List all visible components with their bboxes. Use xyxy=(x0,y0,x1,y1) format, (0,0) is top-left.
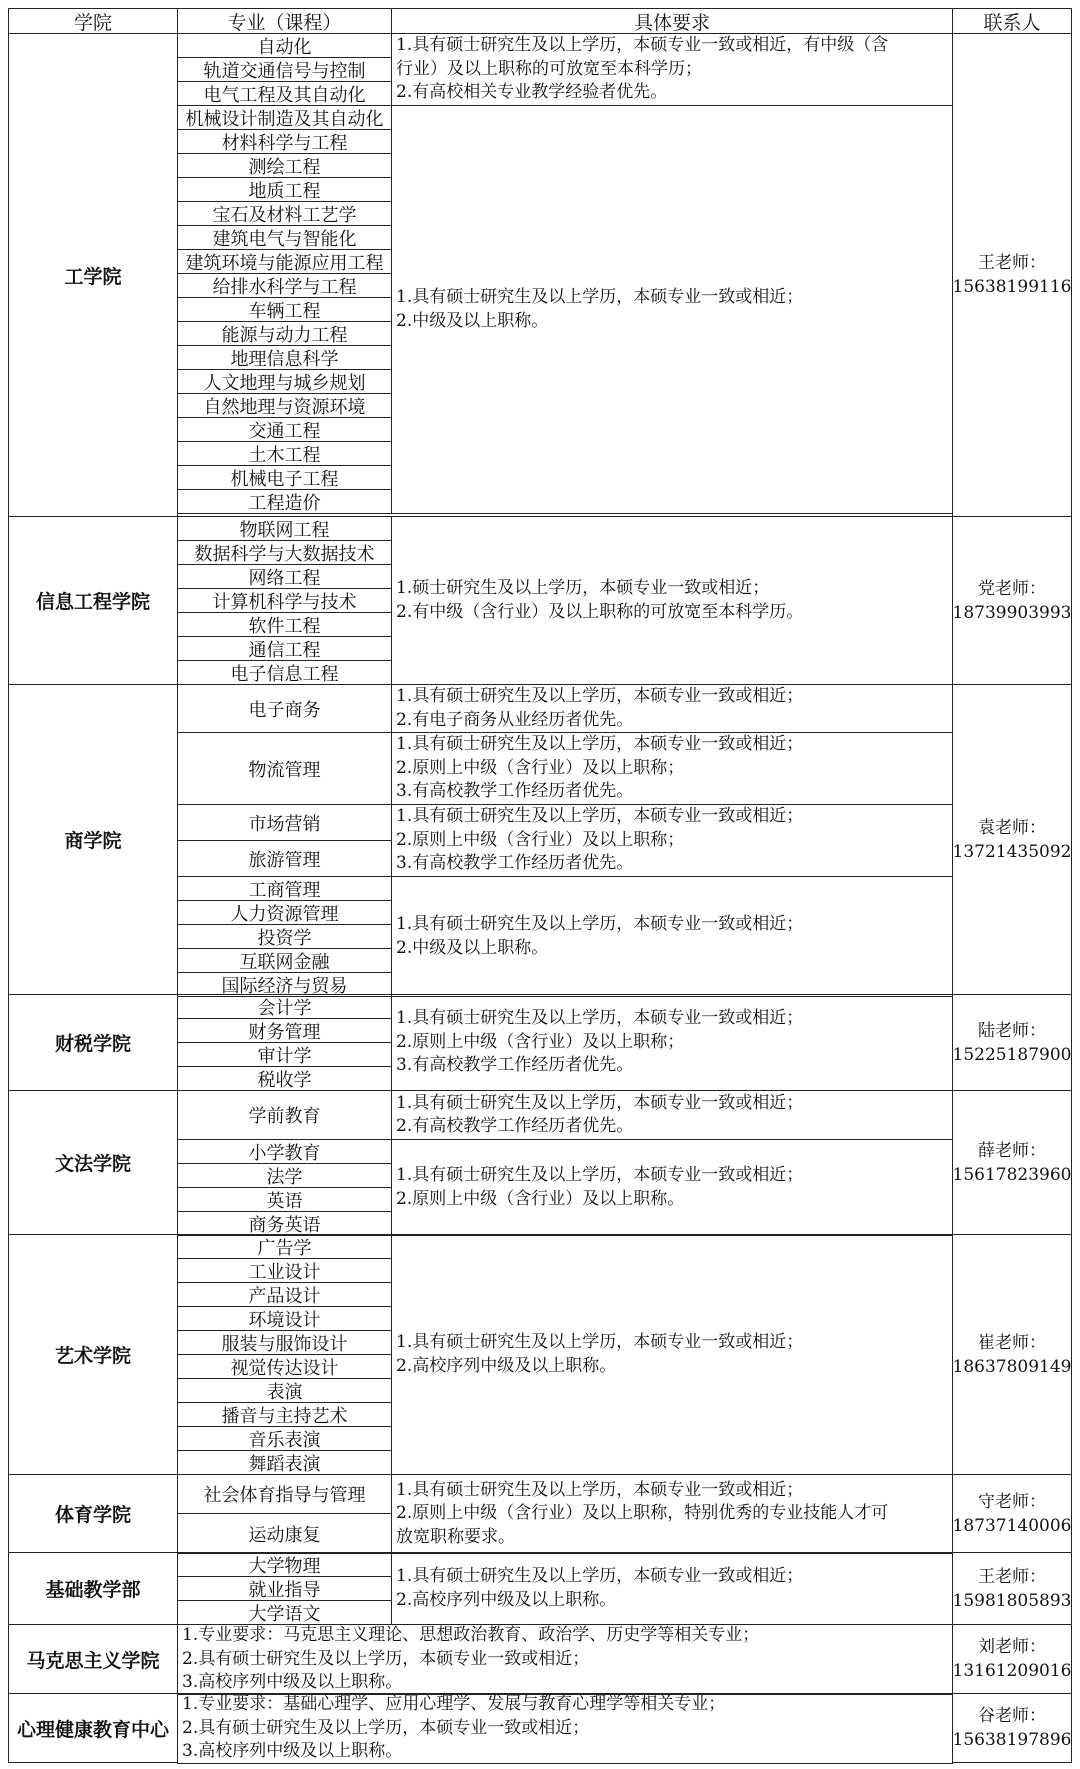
requirement-cell xyxy=(391,804,953,877)
major-cell: 物流管理 xyxy=(177,732,392,805)
header-college: 学院 xyxy=(8,8,178,34)
contact-phone: 15638197896 xyxy=(952,1730,1072,1750)
major-cell: 人力资源管理 xyxy=(177,900,392,925)
major-cell: 交通工程 xyxy=(177,417,392,442)
requirement-line: 1.具有硕士研究生及以上学历，本硕专业一致或相近； xyxy=(396,1092,804,1113)
contact-cell xyxy=(952,516,1072,685)
requirement-line: 1.具有硕士研究生及以上学历，本硕专业一致或相近； xyxy=(396,1566,804,1586)
major-cell: 机械设计制造及其自动化 xyxy=(177,105,392,130)
requirement-line: 3.有高校教学工作经历者优先。 xyxy=(396,853,634,874)
requirement-line: 1.专业要求：马克思主义理论、思想政治教育、政治学、历史学等相关专业； xyxy=(182,1625,760,1646)
requirement-line: 3.有高校教学工作经历者优先。 xyxy=(396,1055,634,1076)
requirement-line: 2.原则上中级（含行业）及以上职称； xyxy=(396,1031,685,1052)
requirement-line: 2.原则上中级（含行业）及以上职称； xyxy=(396,757,685,778)
requirement-line: 2.具有硕士研究生及以上学历，本硕专业一致或相近； xyxy=(182,1648,590,1669)
contact-name: 王老师： xyxy=(978,1566,1046,1587)
major-cell: 通信工程 xyxy=(177,636,392,661)
major-cell: 国际经济与贸易 xyxy=(177,972,392,997)
requirement-cell xyxy=(391,732,953,805)
major-cell: 社会体育指导与管理 xyxy=(177,1474,392,1514)
major-cell: 电气工程及其自动化 xyxy=(177,81,392,106)
header-major: 专业（课程） xyxy=(177,8,392,34)
requirement-line: 1.具有硕士研究生及以上学历，本硕专业一致或相近； xyxy=(396,1008,804,1029)
requirement-line: 1.专业要求：基础心理学、应用心理学、发展与教育心理学等相关专业； xyxy=(182,1694,726,1715)
contact-name: 党老师： xyxy=(978,578,1046,599)
major-cell: 工程造价 xyxy=(177,489,392,514)
college-cell: 财税学院 xyxy=(8,994,178,1091)
requirement-cell xyxy=(391,1552,953,1625)
contact-name: 守老师： xyxy=(978,1491,1046,1512)
contact-name: 崔老师： xyxy=(978,1332,1046,1353)
major-cell: 工商管理 xyxy=(177,876,392,901)
requirement-line: 2.高校序列中级及以上职称。 xyxy=(396,1355,617,1376)
college-cell: 艺术学院 xyxy=(8,1234,178,1475)
requirement-line: 2.原则上中级（含行业）及以上职称； xyxy=(396,829,685,850)
requirement-cell xyxy=(391,1234,953,1475)
major-cell: 自然地理与资源环境 xyxy=(177,393,392,418)
requirement-cell xyxy=(391,33,953,106)
contact-name: 薛老师： xyxy=(978,1140,1046,1161)
contact-cell xyxy=(952,1474,1072,1553)
major-cell: 就业指导 xyxy=(177,1576,392,1601)
requirement-cell xyxy=(391,994,953,1091)
major-cell: 小学教育 xyxy=(177,1139,392,1164)
requirement-line: 1.硕士研究生及以上学历，本硕专业一致或相近； xyxy=(396,578,770,598)
major-cell: 舞蹈表演 xyxy=(177,1450,392,1475)
major-cell: 视觉传达设计 xyxy=(177,1354,392,1379)
major-cell: 审计学 xyxy=(177,1042,392,1067)
major-cell: 税收学 xyxy=(177,1066,392,1091)
contact-phone: 15981805893 xyxy=(952,1590,1072,1611)
requirement-line: 1.具有硕士研究生及以上学历，本硕专业一致或相近； xyxy=(396,914,804,934)
college-cell: 心理健康教育中心 xyxy=(8,1693,178,1763)
major-cell: 会计学 xyxy=(177,994,392,1019)
major-cell: 人文地理与城乡规划 xyxy=(177,369,392,394)
major-cell: 表演 xyxy=(177,1378,392,1403)
contact-phone: 13161209016 xyxy=(952,1661,1072,1681)
major-cell: 法学 xyxy=(177,1163,392,1188)
requirement-line: 3.高校序列中级及以上职称。 xyxy=(182,1741,403,1762)
major-cell: 测绘工程 xyxy=(177,153,392,178)
contact-cell xyxy=(952,1693,1072,1763)
contact-phone: 13721435092 xyxy=(952,841,1072,862)
requirement-line: 1.具有硕士研究生及以上学历，本硕专业一致或相近，有中级（含 xyxy=(396,35,889,56)
major-cell: 物联网工程 xyxy=(177,516,392,541)
requirement-line: 1.具有硕士研究生及以上学历，本硕专业一致或相近； xyxy=(396,1332,804,1352)
contact-cell xyxy=(952,1552,1072,1625)
major-cell: 轨道交通信号与控制 xyxy=(177,57,392,82)
requirement-cell xyxy=(391,684,953,733)
major-cell: 建筑电气与智能化 xyxy=(177,225,392,250)
contact-phone: 18739903993 xyxy=(952,602,1072,623)
contact-phone: 15225187900 xyxy=(952,1044,1072,1065)
major-cell: 服装与服饰设计 xyxy=(177,1330,392,1355)
requirement-line: 放宽职称要求。 xyxy=(396,1526,515,1547)
requirement-line: 3.高校序列中级及以上职称。 xyxy=(182,1672,403,1693)
major-cell: 互联网金融 xyxy=(177,948,392,973)
major-cell: 机械电子工程 xyxy=(177,465,392,490)
major-cell: 投资学 xyxy=(177,924,392,949)
requirement-cell xyxy=(391,1090,953,1140)
major-cell: 地质工程 xyxy=(177,177,392,202)
requirement-cell xyxy=(391,516,953,685)
contact-name: 袁老师： xyxy=(978,817,1046,838)
major-cell: 车辆工程 xyxy=(177,297,392,322)
college-cell: 工学院 xyxy=(8,33,178,517)
major-cell: 大学物理 xyxy=(177,1552,392,1577)
requirement-line: 2.中级及以上职称。 xyxy=(396,937,549,958)
requirement-cell xyxy=(391,1474,953,1554)
contact-phone: 15617823960 xyxy=(952,1164,1072,1185)
major-cell: 产品设计 xyxy=(177,1282,392,1307)
college-cell: 体育学院 xyxy=(8,1474,178,1553)
major-cell: 音乐表演 xyxy=(177,1426,392,1451)
major-cell: 地理信息科学 xyxy=(177,345,392,370)
contact-cell xyxy=(952,684,1072,995)
major-cell: 商务英语 xyxy=(177,1211,392,1236)
header-contact: 联系人 xyxy=(952,8,1072,34)
contact-name: 陆老师： xyxy=(978,1020,1046,1041)
header-requirements: 具体要求 xyxy=(391,8,953,34)
contact-phone: 18737140006 xyxy=(952,1515,1072,1536)
requirement-cell xyxy=(391,1139,953,1236)
requirement-line: 2.高校序列中级及以上职称。 xyxy=(396,1589,617,1610)
major-cell: 土木工程 xyxy=(177,441,392,466)
major-cell: 财务管理 xyxy=(177,1018,392,1043)
major-cell: 电子商务 xyxy=(177,684,392,733)
requirement-line: 1.具有硕士研究生及以上学历，本硕专业一致或相近； xyxy=(396,1479,804,1500)
major-cell: 市场营销 xyxy=(177,804,392,841)
contact-cell xyxy=(952,1234,1072,1475)
contact-cell xyxy=(952,994,1072,1091)
contact-name: 谷老师： xyxy=(978,1706,1046,1726)
contact-phone: 18637809149 xyxy=(952,1356,1072,1377)
major-cell: 给排水科学与工程 xyxy=(177,273,392,298)
major-cell: 宝石及材料工艺学 xyxy=(177,201,392,226)
contact-phone: 15638199116 xyxy=(952,277,1072,297)
requirement-line: 1.具有硕士研究生及以上学历，本硕专业一致或相近； xyxy=(396,287,804,307)
major-cell: 计算机科学与技术 xyxy=(177,588,392,613)
major-cell: 大学语文 xyxy=(177,1600,392,1625)
requirement-line: 2.有电子商务从业经历者优先。 xyxy=(396,709,634,730)
requirement-line: 2.原则上中级（含行业）及以上职称。 xyxy=(396,1188,685,1209)
major-cell: 网络工程 xyxy=(177,564,392,589)
college-cell: 商学院 xyxy=(8,684,178,995)
requirement-line: 行业）及以上职称的可放宽至本科学历； xyxy=(396,58,702,79)
college-cell: 马克思主义学院 xyxy=(8,1624,178,1694)
major-cell: 广告学 xyxy=(177,1234,392,1259)
major-cell: 自动化 xyxy=(177,33,392,58)
major-cell: 电子信息工程 xyxy=(177,660,392,685)
requirement-line: 2.具有硕士研究生及以上学历，本硕专业一致或相近； xyxy=(182,1717,590,1738)
requirement-line: 1.具有硕士研究生及以上学历，本硕专业一致或相近； xyxy=(396,686,804,706)
college-cell: 基础教学部 xyxy=(8,1552,178,1625)
major-cell: 能源与动力工程 xyxy=(177,321,392,346)
major-cell: 建筑环境与能源应用工程 xyxy=(177,249,392,274)
requirement-cell xyxy=(177,1624,953,1695)
requirement-line: 2.有高校相关专业教学经验者优先。 xyxy=(396,82,668,103)
contact-cell xyxy=(952,1090,1072,1235)
major-cell: 英语 xyxy=(177,1187,392,1212)
contact-name: 王老师： xyxy=(978,253,1046,273)
requirement-line: 2.有高校教学工作经历者优先。 xyxy=(396,1116,634,1136)
major-cell: 软件工程 xyxy=(177,612,392,637)
requirement-line: 1.具有硕士研究生及以上学历，本硕专业一致或相近； xyxy=(396,1165,804,1185)
requirement-line: 3.有高校教学工作经历者优先。 xyxy=(396,781,634,802)
college-cell: 信息工程学院 xyxy=(8,516,178,685)
contact-cell xyxy=(952,1624,1072,1694)
major-cell: 材料科学与工程 xyxy=(177,129,392,154)
requirement-line: 2.中级及以上职称。 xyxy=(396,310,549,331)
major-cell: 环境设计 xyxy=(177,1306,392,1331)
major-cell: 运动康复 xyxy=(177,1513,392,1554)
contact-cell xyxy=(952,33,1072,517)
major-cell: 旅游管理 xyxy=(177,840,392,877)
contact-name: 刘老师： xyxy=(978,1637,1046,1657)
requirement-line: 2.有中级（含行业）及以上职称的可放宽至本科学历。 xyxy=(396,601,804,622)
major-cell: 工业设计 xyxy=(177,1258,392,1283)
requirement-line: 2.原则上中级（含行业）及以上职称，特别优秀的专业技能人才可 xyxy=(396,1503,889,1524)
major-cell: 学前教育 xyxy=(177,1090,392,1140)
requirement-cell xyxy=(177,1693,953,1764)
major-cell: 数据科学与大数据技术 xyxy=(177,540,392,565)
requirement-cell xyxy=(391,876,953,997)
college-cell: 文法学院 xyxy=(8,1090,178,1235)
requirement-line: 1.具有硕士研究生及以上学历，本硕专业一致或相近； xyxy=(396,806,804,827)
major-cell: 播音与主持艺术 xyxy=(177,1402,392,1427)
requirement-cell xyxy=(391,105,953,514)
requirement-line: 1.具有硕士研究生及以上学历，本硕专业一致或相近； xyxy=(396,734,804,755)
